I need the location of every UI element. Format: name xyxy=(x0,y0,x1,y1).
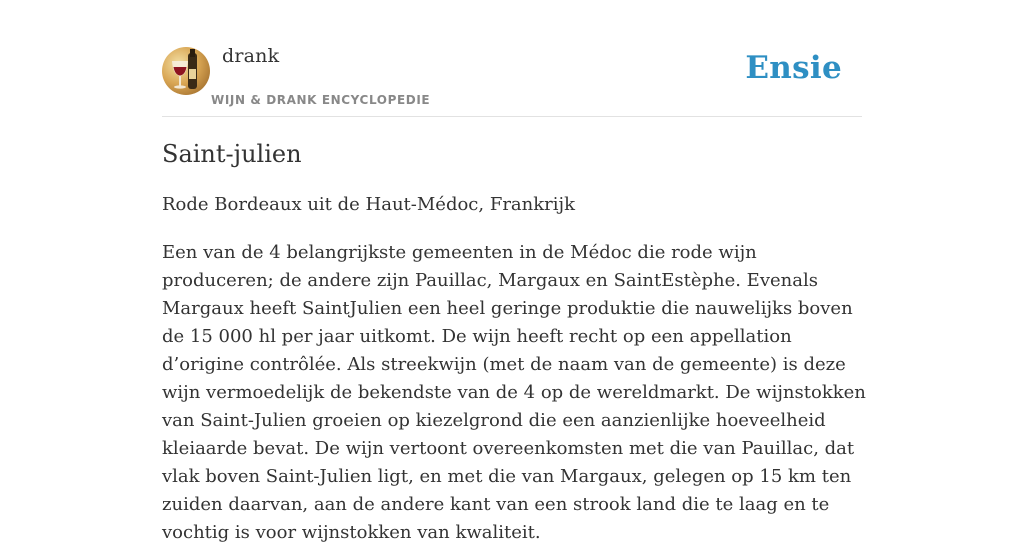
article-lead: Rode Bordeaux uit de Haut-Médoc, Frankrijk xyxy=(162,194,576,215)
site-subtitle: WIJN & DRANK ENCYCLOPEDIE xyxy=(211,93,431,107)
category-link[interactable]: drank xyxy=(222,45,280,67)
header xyxy=(162,0,862,117)
category-avatar[interactable] xyxy=(162,47,210,95)
brand-logo[interactable]: Ensie xyxy=(745,50,842,86)
article-title: Saint-julien xyxy=(162,140,302,168)
article-body: Een van de 4 belangrijkste gemeenten in de Médoc die rode wijn produceren; de andere zijn Pauillac, Margaux en SaintEstèphe. Evenals Margaux heeft SaintJulien een heel geringe produktie die nauwelijks boven de 15 000 hl per jaar uitkomt. De wijn heeft recht op een appellation d’origine contrôlée. Als streekwijn (met de naam van de gemeente) is deze wijn vermoedelijk de bekendste van de 4 op de wereldmarkt. De wijnstokken van Saint-Julien groeien op kiezelgrond die een aanzienlijke hoeveelheid kleiaarde bevat. De wijn vertoont overeenkomsten met die van Pauillac, dat vlak boven Saint-Julien ligt, en met die van Margaux, gelegen op 15 km ten zuiden daarvan, aan de andere kant van een strook land die te laag en te vochtig is voor wijnstokken van kwaliteit. xyxy=(162,242,866,543)
page xyxy=(162,0,866,543)
wine-glass-icon xyxy=(162,47,210,95)
